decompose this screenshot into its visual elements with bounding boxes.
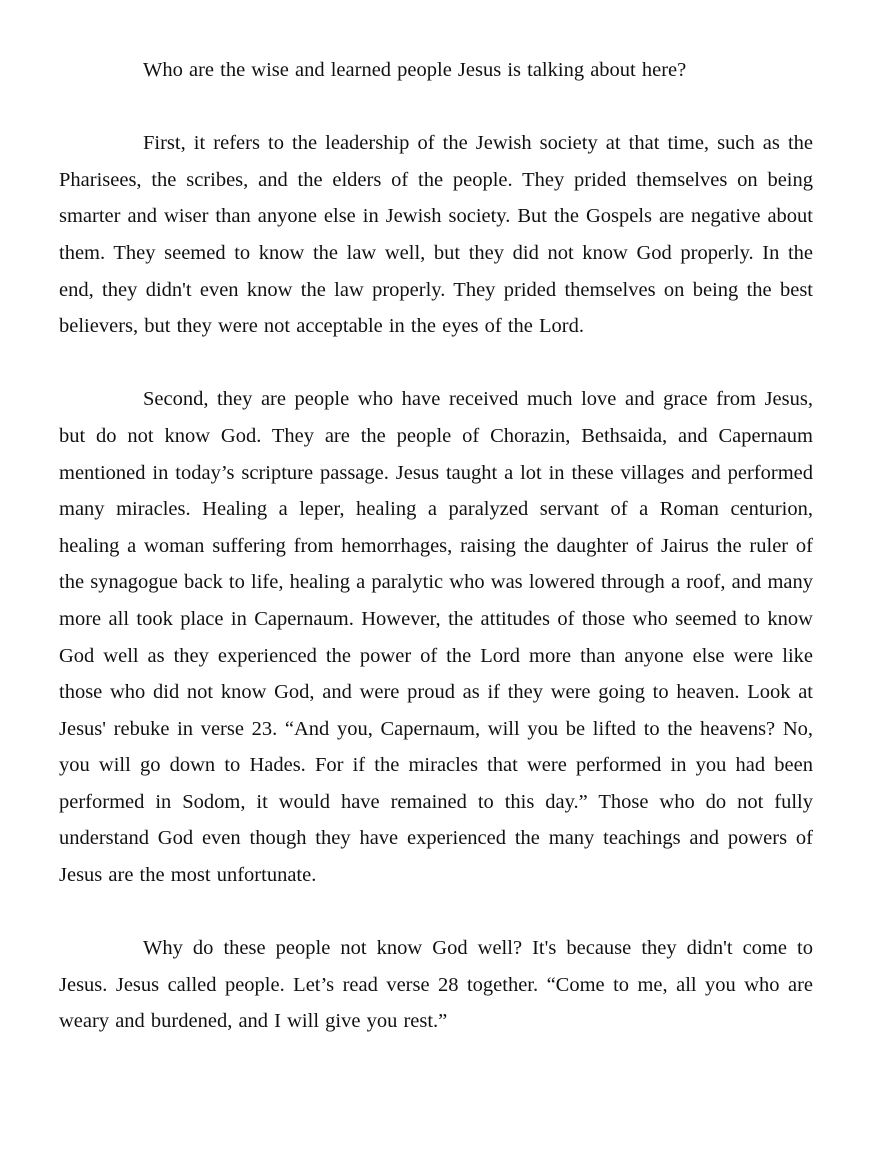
paragraph-first-point: First, it refers to the leadership of the Jewish society at that time, such as the Pharisees, the scribes, and the elders of the people. They prided themselves on being smarter and wiser than anyone else in Jewish society. But the Gospels are negative about them. They seemed to know the law well, but they did not know God properly. In the end, they didn't even know the law properly. They prided themselves on being the best believers, but they were not acceptable in the eyes of the Lord. — [59, 132, 813, 338]
document-page — [59, 52, 813, 1040]
paragraph-conclusion: Why do these people not know God well? It's because they didn't come to Jesus. Jesus called people. Let’s read verse 28 together. “Come to me, all you who are weary and burdened, and I will give you rest.” — [59, 937, 813, 1033]
paragraph-question: Who are the wise and learned people Jesus is talking about here? — [143, 59, 687, 81]
paragraph-second-point: Second, they are people who have received much love and grace from Jesus, but do not know God. They are the people of Chorazin, Bethsaida, and Capernaum mentioned in today’s scripture passage. Jesus taught a lot in these villages and performed many miracles. Healing a leper, healing a paralyzed servant of a Roman centurion, healing a woman suffering from hemorrhages, raising the daughter of Jairus the ruler of the synagogue back to life, healing a paralytic who was lowered through a roof, and many more all took place in Capernaum. However, the attitudes of those who seemed to know God well as they experienced the power of the Lord more than anyone else were like those who did not know God, and were proud as if they were going to heaven. Look at Jesus' rebuke in verse 23. “And you, Capernaum, will you be lifted to the heavens? No, you will go down to Hades. For if the miracles that were performed in you had been performed in Sodom, it would have remained to this day.” Those who do not fully understand God even though they have experienced the many teachings and powers of Jesus are the most unfortunate. — [59, 388, 813, 887]
